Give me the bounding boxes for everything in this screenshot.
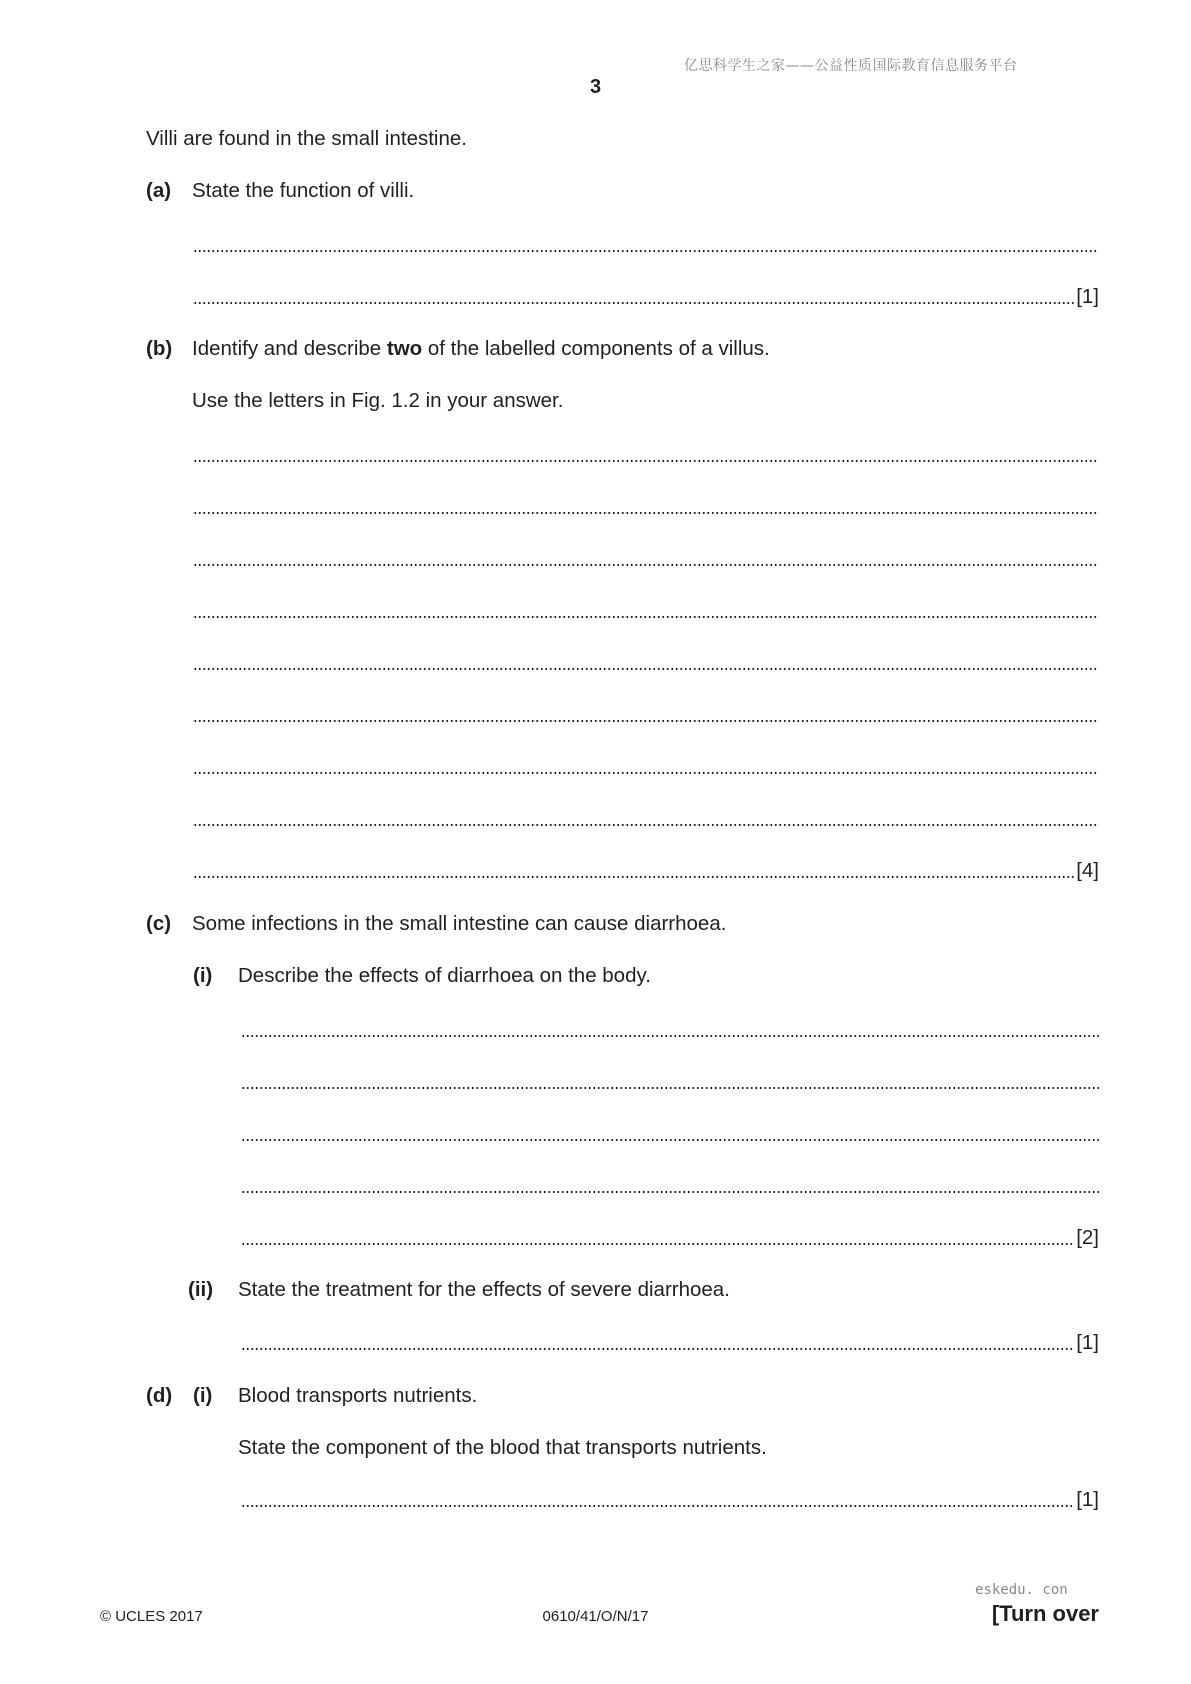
turn-over: [Turn over [991, 1601, 1099, 1626]
watermark-header: 亿思科学生之家——公益性质国际教育信息服务平台 [684, 58, 1018, 74]
answer-line[interactable] [193, 650, 1099, 676]
part-c-ii-label: (ii) [188, 1278, 214, 1301]
part-a-question: State the function of villi. [192, 179, 415, 202]
marks-a: [1] [1076, 285, 1099, 308]
part-c-intro: Some infections in the small intestine can cause diarrhoea. [192, 912, 727, 935]
part-c-i-question: Describe the effects of diarrhoea on the body. [238, 964, 651, 987]
part-d-i-label: (i) [193, 1384, 213, 1407]
part-b-instruction: Use the letters in Fig. 1.2 in your answer. [192, 389, 564, 412]
part-d-i-statement: Blood transports nutrients. [238, 1384, 478, 1407]
answer-line-final[interactable] [193, 858, 1099, 884]
part-b-question: Identify and describe two of the labelled components of a villus. [192, 337, 770, 360]
answer-line[interactable] [193, 806, 1099, 832]
part-b-label: (b) [146, 337, 173, 360]
page-number: 3 [589, 76, 602, 98]
marks-c-i: [2] [1076, 1226, 1099, 1249]
answer-line[interactable] [241, 1121, 1099, 1147]
part-d-label: (d) [146, 1384, 173, 1407]
paper-code: 0610/41/O/N/17 [542, 1608, 649, 1625]
answer-line[interactable] [241, 1069, 1099, 1095]
answer-line-final[interactable] [241, 1225, 1099, 1251]
part-c-label: (c) [146, 912, 172, 935]
marks-b: [4] [1076, 859, 1099, 882]
answer-line[interactable] [241, 1017, 1099, 1043]
answer-line[interactable] [193, 754, 1099, 780]
part-a-label: (a) [146, 179, 172, 202]
intro-text: Villi are found in the small intestine. [146, 127, 467, 150]
answer-line[interactable] [193, 494, 1099, 520]
answer-line-final[interactable] [241, 1487, 1099, 1513]
answer-line[interactable] [193, 232, 1099, 258]
answer-line-final[interactable] [193, 284, 1099, 310]
answer-line[interactable] [193, 598, 1099, 624]
part-d-i-question: State the component of the blood that transports nutrients. [238, 1436, 767, 1459]
part-c-i-label: (i) [193, 964, 213, 987]
answer-line[interactable] [241, 1173, 1099, 1199]
answer-line[interactable] [193, 546, 1099, 572]
answer-line[interactable] [193, 442, 1099, 468]
marks-c-ii: [1] [1076, 1331, 1099, 1354]
marks-d-i: [1] [1076, 1488, 1099, 1511]
answer-line[interactable] [193, 702, 1099, 728]
answer-line-final[interactable] [241, 1330, 1099, 1356]
part-c-ii-question: State the treatment for the effects of severe diarrhoea. [238, 1278, 730, 1301]
watermark-footer: eskedu. con [975, 1582, 1068, 1598]
copyright: © UCLES 2017 [100, 1608, 203, 1625]
